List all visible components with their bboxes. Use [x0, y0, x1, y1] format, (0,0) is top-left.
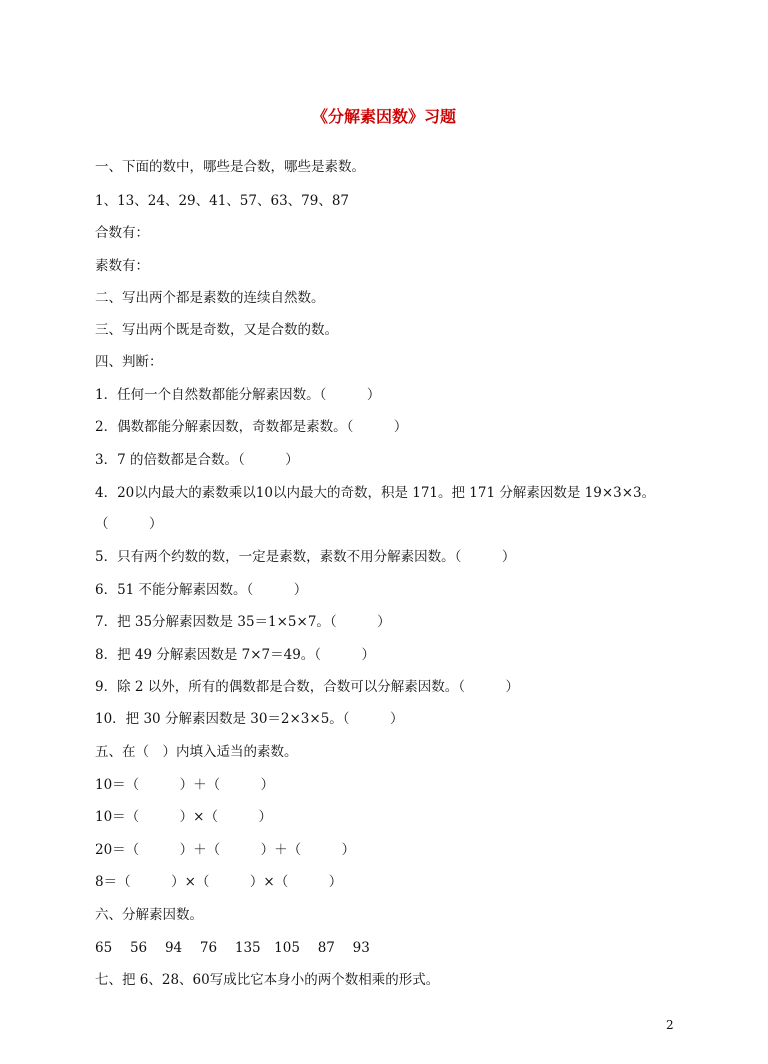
judge-item: 8．把 49 分解素因数是 7×7＝49。（ ）: [95, 647, 376, 663]
judge-item: 9．除 2 以外，所有的偶数都是合数，合数可以分解素因数。（ ）: [95, 679, 520, 695]
fill-item: 20＝（ ）＋（ ）＋（ ）: [95, 842, 356, 858]
judge-item-continuation: （ ）: [95, 516, 163, 532]
judge-item: 2．偶数都能分解素因数，奇数都是素数。（ ）: [95, 419, 408, 435]
page-number: 2: [666, 1018, 674, 1032]
section-6-heading: 六、分解素因数。: [95, 907, 203, 923]
judge-item: 5．只有两个约数的数，一定是素数，素数不用分解素因数。（ ）: [95, 549, 516, 565]
factor-numbers: 65 56 94 76 135 105 87 93: [95, 940, 370, 956]
section-3-heading: 三、写出两个既是奇数，又是合数的数。: [95, 322, 338, 338]
section-2-heading: 二、写出两个都是素数的连续自然数。: [95, 290, 325, 306]
judge-item: 1．任何一个自然数都能分解素因数。（ ）: [95, 387, 381, 403]
fill-item: 10＝（ ）×（ ）: [95, 809, 272, 825]
section-1-heading: 一、下面的数中，哪些是合数，哪些是素数。: [95, 159, 365, 175]
judge-item: 7．把 35分解素因数是 35＝1×5×7。（ ）: [95, 614, 391, 630]
judge-item: 10．把 30 分解素因数是 30＝2×3×5。（ ）: [95, 711, 404, 727]
judge-item: 6．51 不能分解素因数。（ ）: [95, 582, 308, 598]
section-5-heading: 五、在（ ）内填入适当的素数。: [95, 744, 298, 760]
judge-item: 3．7 的倍数都是合数。（ ）: [95, 452, 299, 468]
fill-item: 10＝（ ）＋（ ）: [95, 777, 275, 793]
judge-item: 4．20以内最大的素数乘以10以内最大的奇数，积是 171。把 171 分解素因数是 19×3×3。: [95, 485, 656, 501]
section-4-heading: 四、判断：: [95, 354, 163, 370]
fill-item: 8＝（ ）×（ ）×（ ）: [95, 874, 343, 890]
composite-label: 合数有：: [95, 225, 149, 241]
prime-label: 素数有：: [95, 258, 149, 274]
page-title: 《分解素因数》习题: [311, 107, 456, 126]
number-list: 1、13、24、29、41、57、63、79、87: [95, 193, 350, 209]
section-7-heading: 七、把 6、28、60写成比它本身小的两个数相乘的形式。: [95, 972, 440, 988]
